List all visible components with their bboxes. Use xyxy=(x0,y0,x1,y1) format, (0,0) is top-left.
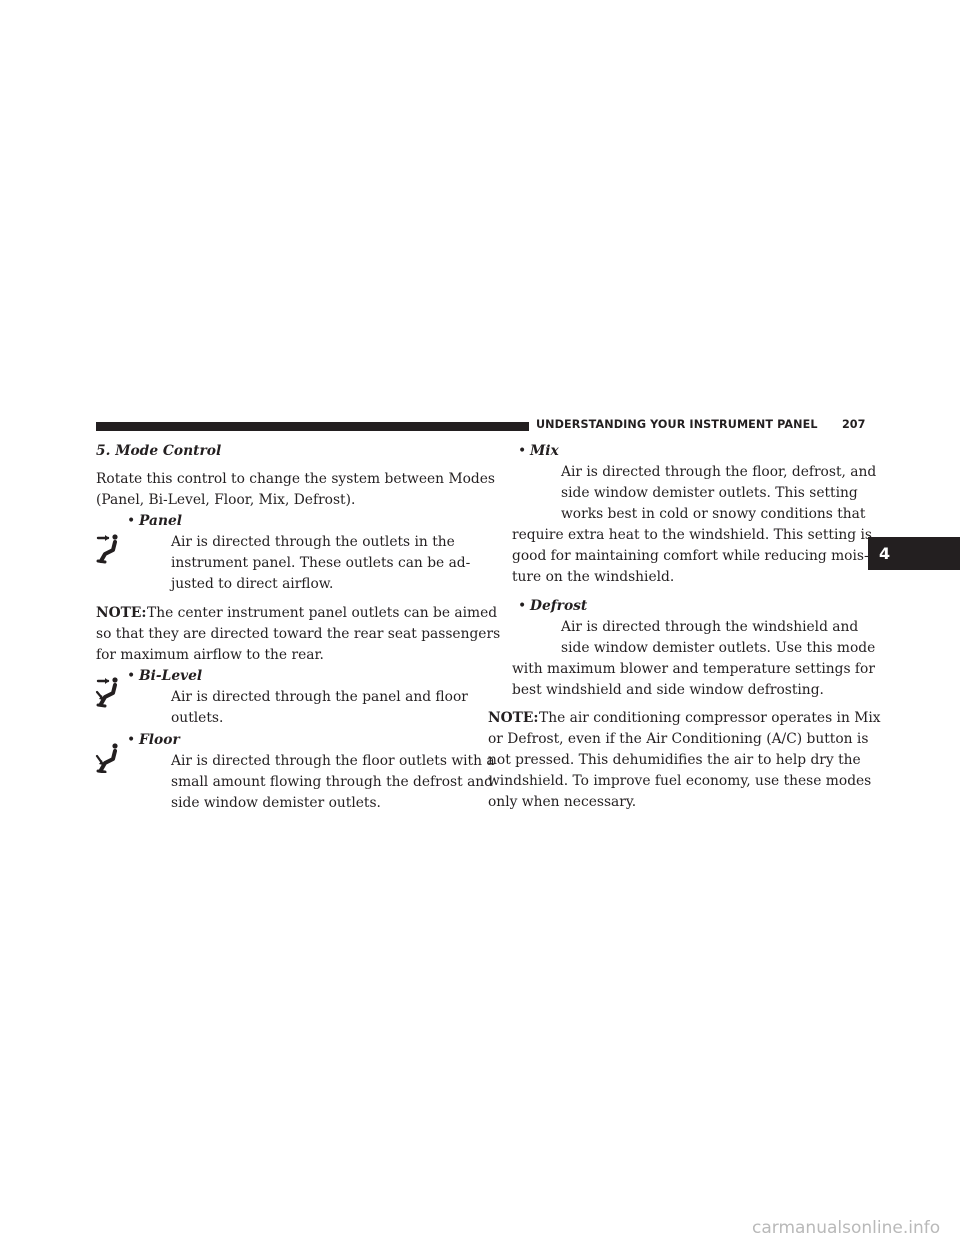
note-text-line: windshield. To improve fuel economy, use these modes xyxy=(488,773,872,789)
panel-description-line: justed to direct airflow. xyxy=(171,576,334,592)
mix-description-line: side window demister outlets. This setting xyxy=(561,485,858,501)
mix-description-line: require extra heat to the windshield. This setting is xyxy=(512,527,872,543)
bi-level-description-line: Air is directed through the panel and floor xyxy=(171,689,468,705)
section-heading: 5. Mode Control xyxy=(96,443,222,459)
note-text-line: for maximum airflow to the rear. xyxy=(96,647,324,663)
defrost-description-line: best windshield and side window defrosting. xyxy=(512,682,824,698)
bi-level-description-line: outlets. xyxy=(171,710,224,726)
note-text-line: The center instrument panel outlets can be aimed xyxy=(147,605,498,621)
mix-description-line: good for maintaining comfort while reducing mois- xyxy=(512,548,869,564)
bullet: • xyxy=(127,513,136,529)
mix-description-line: ture on the windshield. xyxy=(512,569,675,585)
defrost-description-line: with maximum blower and temperature settings for xyxy=(512,661,875,677)
defrost-description-line: side window demister outlets. Use this mode xyxy=(561,640,876,656)
running-header-title: UNDERSTANDING YOUR INSTRUMENT PANEL xyxy=(536,418,818,431)
panel-mode-icon xyxy=(95,534,121,564)
note-label: NOTE: xyxy=(96,605,147,621)
page-number: 207 xyxy=(842,418,866,431)
note-text-line: not pressed. This dehumidifies the air to help dry the xyxy=(488,752,861,768)
defrost-description-line: Air is directed through the windshield and xyxy=(561,619,859,635)
header-rule xyxy=(96,422,529,431)
note-text-line: so that they are directed toward the rear seat passengers xyxy=(96,626,501,642)
bullet: • xyxy=(518,443,527,459)
note-text-line: only when necessary. xyxy=(488,794,637,810)
bullet: • xyxy=(518,598,527,614)
mode-title-defrost: Defrost xyxy=(530,598,588,614)
bullet: • xyxy=(127,668,136,684)
mix-description-line: works best in cold or snowy conditions that xyxy=(561,506,866,522)
panel-description-line: Air is directed through the outlets in the xyxy=(171,534,455,550)
watermark: carmanualsonline.info xyxy=(752,1218,941,1238)
mix-description-line: Air is directed through the floor, defrost, and xyxy=(561,464,877,480)
intro-line: Rotate this control to change the system between Modes xyxy=(96,471,495,487)
bi-level-mode-icon xyxy=(95,676,121,708)
panel-description-line: instrument panel. These outlets can be ad- xyxy=(171,555,471,571)
intro-line: (Panel, Bi-Level, Floor, Mix, Defrost). xyxy=(96,492,356,508)
mode-title-mix: Mix xyxy=(530,443,559,459)
floor-description-line: small amount flowing through the defrost and xyxy=(171,774,494,790)
mode-title-floor: Floor xyxy=(139,732,180,748)
note-label: NOTE: xyxy=(488,710,539,726)
floor-mode-icon xyxy=(95,741,121,773)
note-text-line: The air conditioning compressor operates in Mix xyxy=(539,710,881,726)
floor-description-line: side window demister outlets. xyxy=(171,795,381,811)
floor-description-line: Air is directed through the floor outlets with a xyxy=(171,753,495,769)
mode-title-bi-level: Bi-Level xyxy=(139,668,203,684)
bullet: • xyxy=(127,732,136,748)
chapter-tab[interactable]: 4 xyxy=(868,537,960,570)
note-text-line: or Defrost, even if the Air Conditioning (A/C) button is xyxy=(488,731,869,747)
mode-title-panel: Panel xyxy=(139,513,182,529)
